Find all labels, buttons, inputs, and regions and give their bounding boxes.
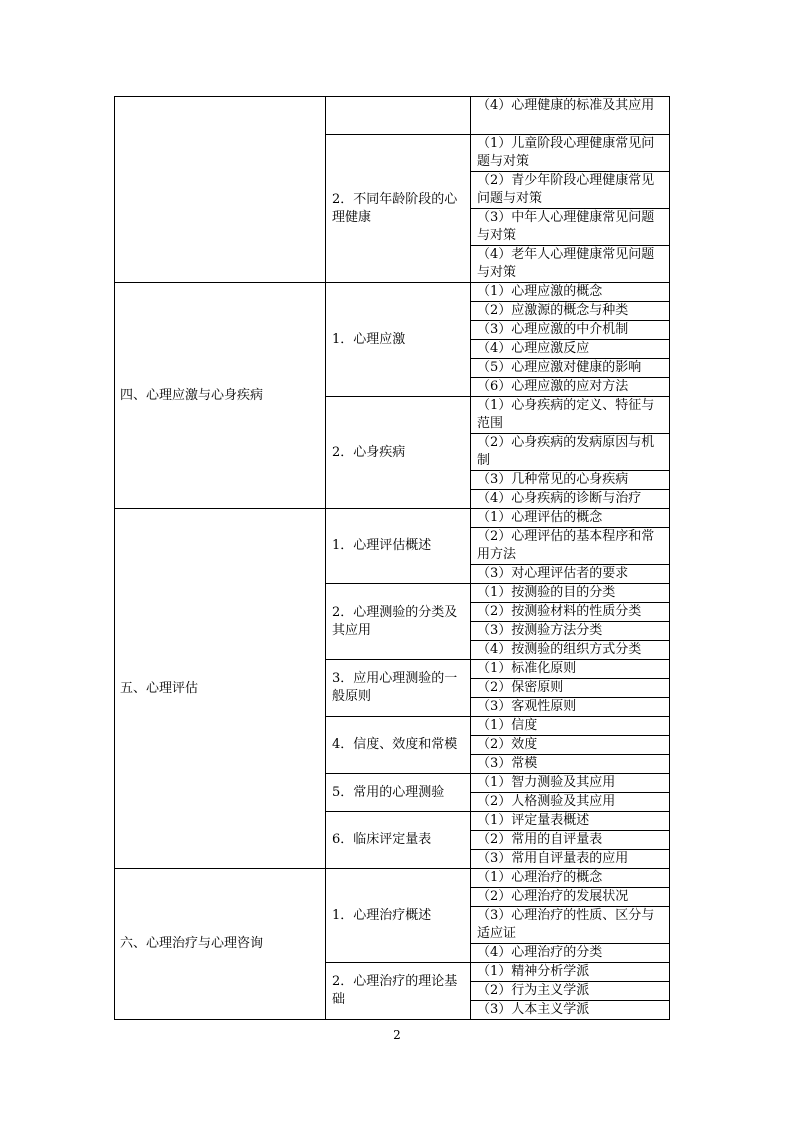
topic-cell: 3．应用心理测验的一般原则 [326,660,471,717]
item-cell: （1）按测验的目的分类 [471,584,670,603]
item-cell: （2）人格测验及其应用 [471,793,670,812]
topic-cell: 2．不同年龄阶段的心理健康 [326,135,471,283]
topic-cell: 6．临床评定量表 [326,812,471,869]
item-cell: （2）心理治疗的发展状况 [471,888,670,907]
item-cell: （2）效度 [471,736,670,755]
item-cell: （3）中年人心理健康常见问题与对策 [471,209,670,246]
table-row [115,509,670,528]
table-row [115,869,670,888]
item-cell: （4）心理应激反应 [471,340,670,359]
section-cell: 四、心理应激与心身疾病 [115,283,326,509]
table-row [115,283,670,302]
item-cell: （1）精神分析学派 [471,963,670,982]
item-cell: （3）人本主义学派 [471,1001,670,1020]
item-cell: （3）常模 [471,755,670,774]
item-cell: （3）心理应激的中介机制 [471,321,670,340]
item-cell: （6）心理应激的应对方法 [471,378,670,397]
item-cell: （2）常用的自评量表 [471,831,670,850]
item-cell: （1）儿童阶段心理健康常见问题与对策 [471,135,670,172]
item-cell: （3）按测验方法分类 [471,622,670,641]
item-cell: （4）心理健康的标准及其应用 [471,97,670,135]
topic-cell: 2．心身疾病 [326,397,471,509]
topic-cell: 1．心理治疗概述 [326,869,471,963]
item-cell: （1）信度 [471,717,670,736]
topic-cell: 4．信度、效度和常模 [326,717,471,774]
item-cell: （2）应激源的概念与种类 [471,302,670,321]
item-cell: （1）心理评估的概念 [471,509,670,528]
item-cell: （2）按测验材料的性质分类 [471,603,670,622]
item-cell: （2）青少年阶段心理健康常见问题与对策 [471,172,670,209]
item-cell: （3）对心理评估者的要求 [471,565,670,584]
item-cell: （3）常用自评量表的应用 [471,850,670,869]
item-cell: （1）标准化原则 [471,660,670,679]
item-cell: （1）心理应激的概念 [471,283,670,302]
section-cell: 六、心理治疗与心理咨询 [115,869,326,1020]
topic-cell: 1．心理应激 [326,283,471,397]
section-cell [115,97,326,283]
item-cell: （1）评定量表概述 [471,812,670,831]
item-cell: （4）心身疾病的诊断与治疗 [471,490,670,509]
item-cell: （4）按测验的组织方式分类 [471,641,670,660]
item-cell: （4）老年人心理健康常见问题与对策 [471,246,670,283]
item-cell: （1）心理治疗的概念 [471,869,670,888]
item-cell: （2）行为主义学派 [471,982,670,1001]
topic-cell: 2．心理治疗的理论基础 [326,963,471,1020]
item-cell: （2）心身疾病的发病原因与机制 [471,434,670,471]
item-cell: （3）客观性原则 [471,698,670,717]
section-cell: 五、心理评估 [115,509,326,869]
item-cell: （1）智力测验及其应用 [471,774,670,793]
topic-cell [326,97,471,135]
table-row [115,97,670,135]
syllabus-table [114,96,670,1020]
page-number: 2 [393,1028,401,1042]
item-cell: （4）心理治疗的分类 [471,944,670,963]
topic-cell: 5．常用的心理测验 [326,774,471,812]
item-cell: （2）保密原则 [471,679,670,698]
item-cell: （5）心理应激对健康的影响 [471,359,670,378]
item-cell: （2）心理评估的基本程序和常用方法 [471,528,670,565]
item-cell: （1）心身疾病的定义、特征与范围 [471,397,670,434]
item-cell: （3）几种常见的心身疾病 [471,471,670,490]
topic-cell: 2．心理测验的分类及其应用 [326,584,471,660]
item-cell: （3）心理治疗的性质、区分与适应证 [471,907,670,944]
topic-cell: 1．心理评估概述 [326,509,471,584]
